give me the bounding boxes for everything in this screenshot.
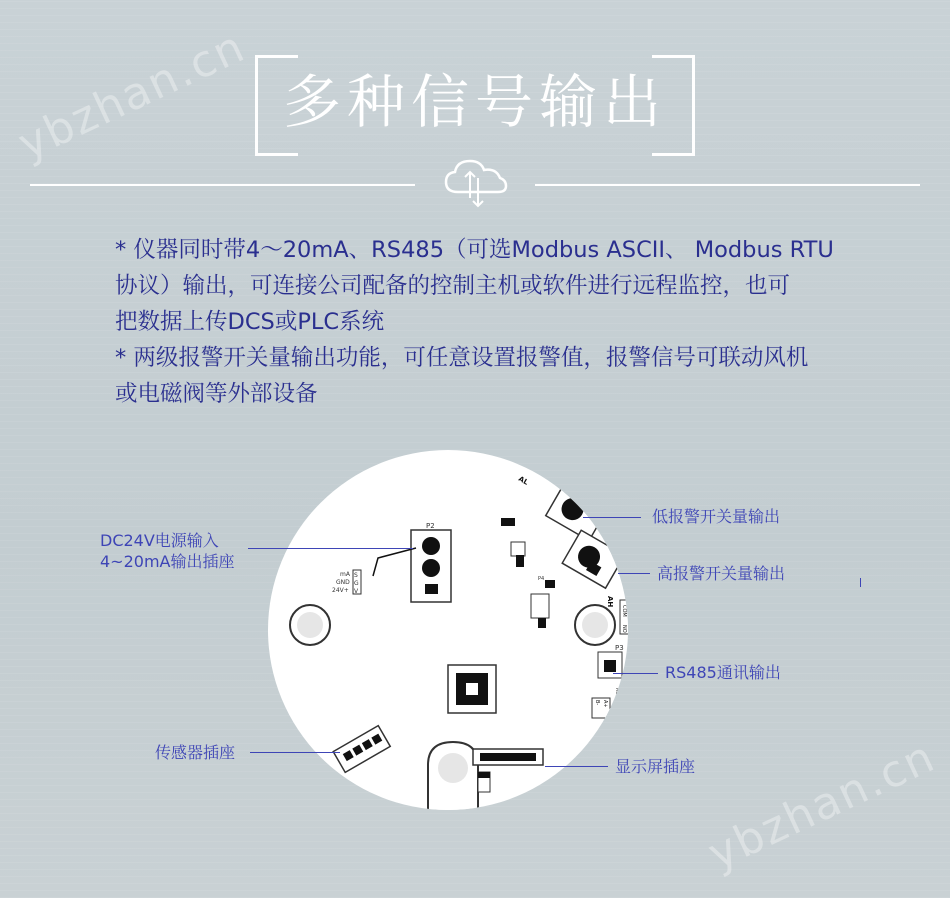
power-callout: 4~20mA输出插座 [100, 552, 235, 571]
p2-pointer [373, 548, 416, 576]
description-line: 或电磁阀等外部设备 [115, 381, 318, 407]
no-label: NO [570, 472, 581, 482]
al-label: AL [517, 474, 530, 487]
terminal-pin [425, 584, 438, 594]
p2-label: P2 [426, 522, 435, 530]
high-alarm-callout: 高报警开关量输出 [657, 564, 786, 583]
display-leader [545, 766, 608, 767]
sensor-leader [250, 752, 340, 753]
gnd-label: GND [336, 579, 350, 586]
rs485-pin-label: RS485 [614, 688, 620, 705]
mcu-center [466, 683, 478, 695]
display-pins [480, 753, 536, 761]
display-callout: 显示屏插座 [615, 757, 696, 776]
title-frame [255, 55, 695, 150]
ma-label: mA [340, 571, 350, 578]
high-alarm-leader [618, 573, 650, 574]
s-pin: S [354, 572, 358, 579]
sensor-socket [333, 726, 390, 773]
g-pin: G [354, 580, 359, 587]
power-callout: DC24V电源输入 [100, 531, 219, 550]
no-label: NO [621, 625, 627, 633]
power-leader [248, 548, 413, 549]
rs485-leader [613, 673, 658, 674]
description-line: * 仪器同时带4～20mA、RS485（可选Modbus ASCII、 Modbus RTU [115, 237, 834, 263]
watermark: ybzhan.cn [10, 20, 254, 171]
v-pin: V [354, 588, 359, 595]
low-alarm-leader [583, 517, 641, 518]
p4-label: P4 [538, 576, 545, 582]
terminal-screw [422, 559, 440, 577]
watermark: ybzhan.cn [700, 730, 944, 881]
rs485-callout: RS485通讯输出 [665, 663, 781, 682]
v24-label: 24V+ [332, 587, 349, 594]
terminal-screw [422, 537, 440, 555]
relay [531, 594, 549, 618]
com-label: COM [621, 605, 627, 617]
com-label: COM [556, 464, 571, 477]
mount-hole-inner [582, 612, 608, 638]
low-alarm-terminal [534, 462, 616, 541]
circuit-board-diagram [268, 450, 628, 810]
cloud-sync-icon [440, 152, 510, 212]
diode-band [478, 772, 490, 778]
description-line: * 两级报警开关量输出功能，可任意设置报警值，报警信号可联动风机 [115, 345, 809, 371]
low-alarm-callout: 低报警开关量输出 [652, 507, 781, 526]
description-line: 协议）输出，可连接公司配备的控制主机或软件进行远程监控，也可 [115, 273, 791, 299]
b-minus-label: B- [594, 700, 600, 706]
high-alarm-terminal [562, 530, 624, 588]
divider-left [30, 184, 415, 186]
smd-part [538, 618, 546, 628]
divider-right [535, 184, 920, 186]
description [115, 232, 875, 412]
circuit-board [268, 450, 628, 810]
mount-hole-inner [297, 612, 323, 638]
description-line: 把数据上传DCS或PLC系统 [115, 309, 385, 335]
smd-part [501, 518, 515, 526]
sensor-callout: 传感器插座 [155, 743, 236, 762]
p3-label: P3 [615, 644, 624, 652]
tick-mark [860, 578, 861, 587]
mount-slot-hole [438, 753, 468, 783]
page-title: 多种信号输出 [282, 68, 667, 136]
p3-pin [604, 660, 616, 672]
smd-part [545, 580, 555, 588]
resistor [511, 542, 525, 556]
smd-part [516, 555, 524, 567]
a-plus-label: A+ [602, 700, 608, 708]
ah-label: AH [606, 596, 614, 608]
